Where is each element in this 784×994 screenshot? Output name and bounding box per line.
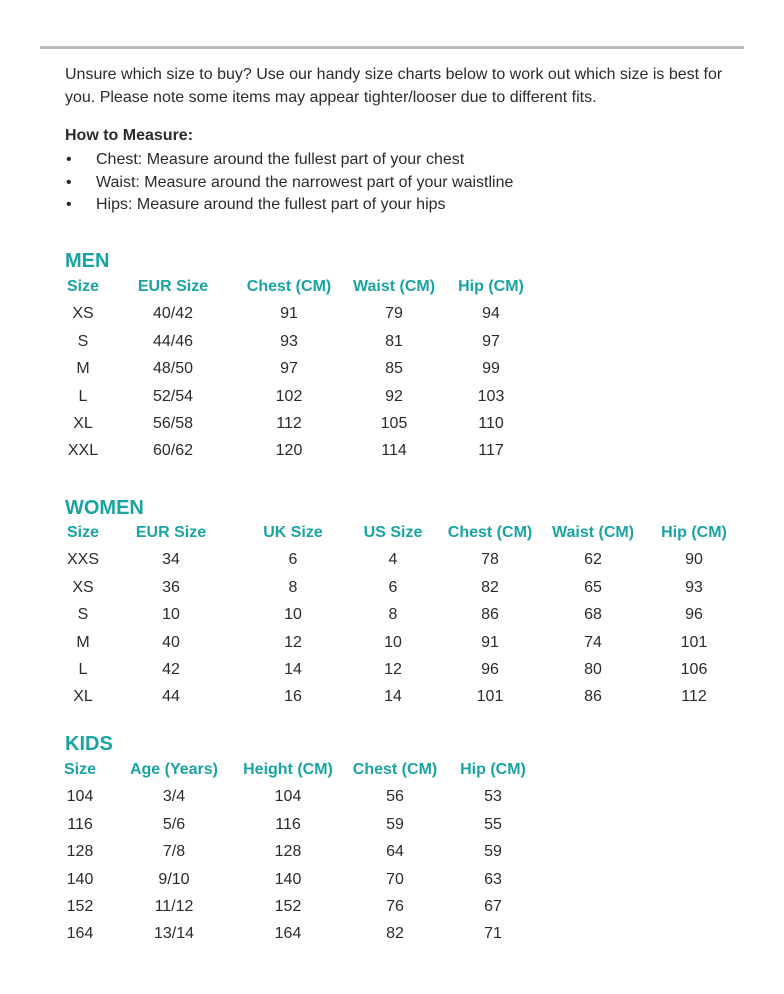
kids-header-cell: Hip (CM) — [460, 761, 526, 778]
men-table-row — [65, 412, 745, 436]
men-cell: 99 — [482, 360, 500, 378]
women-header-cell: EUR Size — [135, 524, 207, 541]
men-section-title: MEN — [65, 250, 110, 272]
kids-cell: 11/12 — [154, 898, 194, 915]
women-cell: 10 — [284, 606, 302, 624]
women-cell: M — [76, 633, 90, 651]
men-cell: 40/42 — [152, 305, 194, 323]
women-cell: 16 — [284, 688, 302, 706]
kids-cell: 116 — [67, 815, 93, 833]
kids-cell: 104 — [274, 788, 302, 806]
men-header-cell: Hip (CM) — [458, 278, 524, 295]
kids-table-row — [65, 895, 745, 919]
kids-cell: 55 — [484, 815, 502, 833]
kids-table-row — [65, 785, 745, 809]
women-cell: 86 — [584, 688, 602, 706]
women-table-row — [65, 603, 745, 627]
women-cell: 62 — [584, 551, 602, 569]
men-cell: 114 — [381, 442, 407, 460]
women-cell: 78 — [481, 551, 499, 569]
women-cell: 93 — [685, 578, 703, 596]
kids-cell: 71 — [484, 925, 502, 943]
kids-cell: 64 — [386, 843, 404, 861]
men-cell: 48/50 — [152, 360, 194, 378]
how-to-measure-heading: How to Measure: — [65, 127, 194, 144]
men-cell: XL — [73, 415, 93, 432]
men-cell: 102 — [275, 387, 303, 405]
measure-hips-item: • Hips: Measure around the fullest part of your hips — [65, 194, 513, 217]
women-cell: 91 — [481, 633, 499, 651]
measure-chest-item: • Chest: Measure around the fullest part of your chest — [65, 149, 513, 172]
men-header-cell: EUR Size — [137, 278, 209, 295]
men-cell: 60/62 — [152, 442, 194, 460]
women-cell: XL — [73, 688, 93, 706]
kids-table-row — [65, 922, 745, 946]
men-cell: 44/46 — [152, 332, 194, 350]
men-cell: L — [78, 387, 88, 405]
how-to-measure-list — [65, 149, 513, 217]
men-cell: 112 — [276, 415, 302, 432]
men-cell: 105 — [380, 415, 408, 432]
men-table-row — [65, 439, 745, 463]
women-table-row — [65, 631, 745, 655]
women-cell: 80 — [584, 661, 602, 678]
women-cell: 96 — [481, 661, 499, 678]
women-cell: 6 — [288, 551, 298, 569]
women-cell: 34 — [162, 551, 180, 569]
kids-cell: 152 — [66, 898, 94, 915]
women-header-cell: US Size — [363, 524, 423, 541]
kids-cell: 5/6 — [162, 815, 186, 833]
kids-cell: 140 — [274, 870, 302, 888]
men-cell: 97 — [482, 332, 500, 350]
kids-cell: 152 — [274, 898, 302, 915]
women-table-row — [65, 548, 745, 572]
women-cell: 106 — [680, 661, 708, 678]
kids-header-cell: Size — [63, 761, 96, 778]
women-cell: 8 — [388, 606, 398, 624]
women-cell: 90 — [685, 551, 703, 569]
women-table-row — [65, 685, 745, 709]
women-cell: 44 — [162, 688, 180, 706]
women-cell: 112 — [681, 688, 707, 706]
kids-cell: 59 — [386, 815, 404, 833]
men-cell: 81 — [385, 332, 403, 350]
women-cell: 8 — [288, 578, 298, 596]
kids-header-cell: Age (Years) — [129, 761, 219, 778]
kids-cell: 56 — [386, 788, 404, 806]
men-header-cell: Chest (CM) — [246, 278, 332, 295]
men-cell: 79 — [385, 305, 403, 323]
men-cell: 85 — [385, 360, 403, 378]
kids-table-row — [65, 840, 745, 864]
men-cell: 97 — [280, 360, 298, 378]
men-cell: 91 — [280, 305, 298, 323]
women-cell: 4 — [388, 551, 398, 569]
women-table-row — [65, 658, 745, 682]
women-table-row — [65, 576, 745, 600]
women-header-cell: Waist (CM) — [551, 524, 635, 541]
women-cell: 101 — [680, 633, 708, 651]
kids-cell: 128 — [66, 843, 94, 861]
women-section-title: WOMEN — [65, 497, 144, 519]
men-cell: XXL — [67, 442, 99, 460]
women-header-cell: Chest (CM) — [447, 524, 533, 541]
men-table-row — [65, 330, 745, 354]
women-header-cell: Hip (CM) — [661, 524, 727, 541]
kids-cell: 116 — [275, 815, 301, 833]
men-cell: 94 — [482, 305, 500, 323]
kids-cell: 82 — [386, 925, 404, 943]
women-cell: 14 — [284, 661, 302, 678]
men-cell: XS — [72, 305, 94, 323]
men-header-cell: Waist (CM) — [352, 278, 436, 295]
women-cell: 36 — [162, 578, 180, 596]
intro-text: Unsure which size to buy? Use our handy size charts below to work out which size is best for you. Please note some items may appear tighter/looser due to different fits. — [65, 66, 723, 106]
men-cell: 103 — [477, 387, 505, 405]
men-table-row — [65, 385, 745, 409]
kids-cell: 164 — [274, 925, 302, 943]
kids-cell: 13/14 — [153, 925, 195, 943]
men-cell: M — [76, 360, 90, 378]
women-header-cell: UK Size — [263, 524, 323, 541]
men-table-row — [65, 302, 745, 326]
top-divider — [40, 46, 744, 49]
women-cell: 65 — [584, 578, 602, 596]
women-table-header — [65, 521, 745, 545]
women-cell: 82 — [481, 578, 499, 596]
men-cell: 52/54 — [152, 387, 194, 405]
men-table-row — [65, 357, 745, 381]
kids-cell: 7/8 — [162, 843, 186, 861]
kids-cell: 63 — [484, 870, 502, 888]
women-cell: 10 — [384, 633, 402, 651]
kids-cell: 3/4 — [162, 788, 186, 806]
kids-cell: 140 — [66, 870, 94, 888]
men-cell: 120 — [275, 442, 303, 460]
women-cell: L — [78, 661, 88, 678]
women-header-cell: Size — [66, 524, 99, 541]
kids-header-cell: Chest (CM) — [352, 761, 438, 778]
kids-cell: 9/10 — [158, 870, 190, 888]
women-cell: 14 — [384, 688, 402, 706]
women-cell: 6 — [388, 578, 398, 596]
men-cell: S — [77, 332, 89, 350]
women-cell: 86 — [481, 606, 499, 624]
kids-cell: 59 — [484, 843, 502, 861]
women-cell: 12 — [284, 633, 302, 651]
kids-table-row — [65, 868, 745, 892]
men-cell: 56/58 — [152, 415, 194, 432]
women-cell: 12 — [384, 661, 402, 678]
women-cell: XS — [72, 578, 94, 596]
size-guide-panel — [40, 46, 744, 946]
kids-section-title: KIDS — [65, 733, 113, 755]
kids-table-row — [65, 813, 745, 837]
men-cell: 92 — [385, 387, 403, 405]
measure-waist-item: • Waist: Measure around the narrowest part of your waistline — [65, 172, 513, 195]
kids-cell: 104 — [66, 788, 94, 806]
kids-cell: 53 — [484, 788, 502, 806]
men-cell: 93 — [280, 332, 298, 350]
men-header-cell: Size — [66, 278, 99, 295]
women-cell: S — [77, 606, 89, 624]
women-cell: 68 — [584, 606, 602, 624]
women-cell: 101 — [476, 688, 504, 706]
men-cell: 110 — [478, 415, 504, 432]
kids-cell: 128 — [274, 843, 302, 861]
kids-header-cell: Height (CM) — [243, 761, 333, 778]
women-cell: 40 — [162, 633, 180, 651]
kids-cell: 70 — [386, 870, 404, 888]
women-cell: 74 — [584, 633, 602, 651]
men-cell: 117 — [478, 442, 504, 460]
kids-cell: 76 — [386, 898, 404, 915]
women-cell: 96 — [685, 606, 703, 624]
women-cell: 42 — [162, 661, 180, 678]
men-table-header — [65, 275, 745, 299]
kids-cell: 164 — [66, 925, 94, 943]
women-cell: 10 — [162, 606, 180, 624]
women-cell: XXS — [66, 551, 99, 569]
kids-table-header — [65, 758, 745, 782]
kids-cell: 67 — [484, 898, 502, 915]
